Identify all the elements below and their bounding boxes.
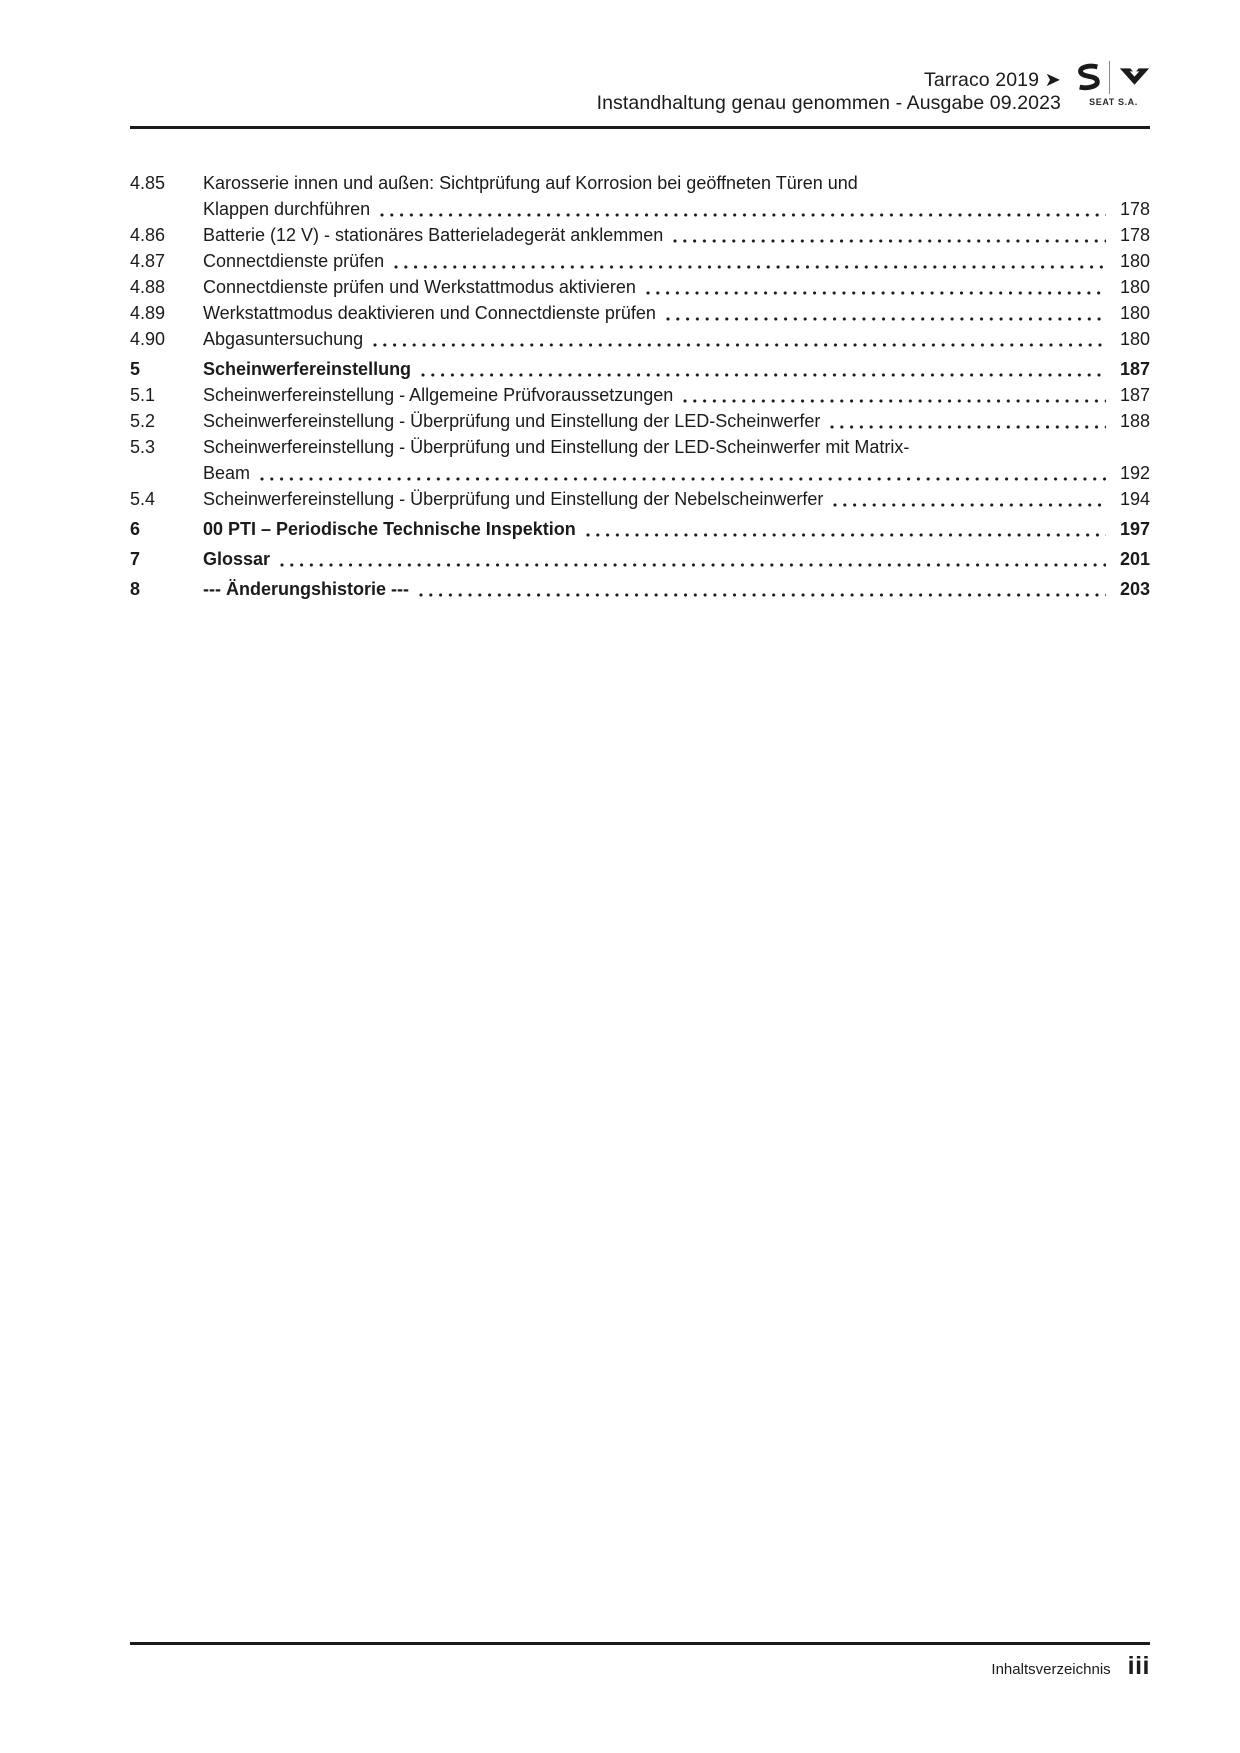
toc-entry-page: 178 [1119,199,1150,219]
dot-leader [673,239,1106,243]
toc-entry-body [203,356,1150,382]
toc-entry-number: 4.87 [130,251,166,271]
dot-leader [280,563,1106,567]
toc-entry-title: 00 PTI – Periodische Technische Inspektion [203,519,576,539]
footer-rule [130,1642,1150,1645]
dot-leader [646,291,1106,295]
toc-entry-number: 7 [130,549,141,569]
toc-entry-page: 187 [1119,359,1150,379]
toc-entry-page: 203 [1119,579,1150,599]
toc-entry-title: Scheinwerfereinstellung - Überprüfung und Einstellung der Nebelscheinwerfer [203,489,824,509]
toc-entry-body [203,516,1150,542]
toc-entry[interactable] [130,486,1150,512]
toc-entry[interactable] [130,274,1150,300]
toc-entry[interactable] [130,516,1150,542]
toc-entry-number: 5.1 [130,385,156,405]
dot-leader [419,593,1106,597]
toc-entry-page: 180 [1119,329,1150,349]
toc-entry[interactable] [130,434,1150,486]
toc-entry-page: 192 [1119,463,1150,483]
toc-entry[interactable] [130,576,1150,602]
toc-entry-title: Connectdienste prüfen [203,251,385,271]
toc-entry-page: 188 [1119,411,1150,431]
toc-entry[interactable] [130,546,1150,572]
toc-entry[interactable] [130,300,1150,326]
toc-entry[interactable] [130,222,1150,248]
dot-leader [373,343,1106,347]
toc-entry-number: 5 [130,359,141,379]
page-footer [130,1642,1150,1681]
toc-entry-title: Batterie (12 V) - stationäres Batterieladegerät anklemmen [203,225,664,245]
toc-entry[interactable] [130,356,1150,382]
toc-entry-number: 4.90 [130,329,166,349]
table-of-contents [130,170,1150,602]
toc-entry-title: Glossar [203,549,271,569]
footer-section-label: Inhaltsverzeichnis [991,1660,1111,1678]
toc-entry-title: Klappen durchführen [203,199,371,219]
toc-entry-body [203,408,1150,434]
toc-entry-title-line: Karosserie innen und außen: Sichtprüfung auf Korrosion bei geöffneten Türen und [203,173,858,193]
dot-leader [666,317,1106,321]
toc-entry-body [203,300,1150,326]
toc-entry-body [203,434,1150,486]
cupra-logo [1119,67,1150,87]
toc-entry-body [203,576,1150,602]
dot-leader [380,213,1106,217]
toc-entry-body [203,248,1150,274]
toc-entry-page: 201 [1119,549,1150,569]
toc-entry-number: 5.3 [130,437,156,457]
toc-entry-body [203,326,1150,352]
dot-leader [833,503,1106,507]
toc-entry-body [203,222,1150,248]
dot-leader [394,265,1106,269]
doc-title-line: Instandhaltung genau genommen - Ausgabe 09.2023 [596,92,1061,114]
toc-entry-title: Beam [203,463,251,483]
dot-leader [260,477,1106,481]
toc-entry[interactable] [130,248,1150,274]
toc-entry-body [203,170,1150,222]
toc-entry-title: Abgasuntersuchung [203,329,364,349]
toc-entry-title: Connectdienste prüfen und Werkstattmodus aktivieren [203,277,636,297]
toc-entry-body [203,546,1150,572]
toc-entry-number: 4.88 [130,277,166,297]
seat-s-logo [1077,63,1100,91]
dot-leader [421,373,1106,377]
toc-entry-title: --- Änderungshistorie --- [203,579,409,599]
toc-entry-number: 4.85 [130,173,166,193]
toc-entry-page: 180 [1119,277,1150,297]
toc-entry-title: Scheinwerfereinstellung [203,359,412,379]
brand-caption: SEAT S.A. [1089,97,1138,107]
toc-entry[interactable] [130,408,1150,434]
logo-divider [1109,61,1110,94]
header-rule [130,126,1150,129]
toc-entry-page: 197 [1119,519,1150,539]
toc-entry-title: Scheinwerfereinstellung - Allgemeine Prüfvoraussetzungen [203,385,674,405]
footer-page-number: iii [1127,1651,1150,1680]
toc-entry-number: 4.86 [130,225,166,245]
toc-entry-body [203,486,1150,512]
toc-entry-number: 5.2 [130,411,156,431]
toc-entry-number: 8 [130,579,141,599]
doc-model-line: Tarraco 2019 ➤ [924,69,1061,91]
toc-entry-number: 4.89 [130,303,166,323]
toc-entry-page: 194 [1119,489,1150,509]
dot-leader [830,425,1106,429]
dot-leader [683,399,1106,403]
toc-entry-title: Werkstattmodus deaktivieren und Connectdienste prüfen [203,303,656,323]
toc-entry-body [203,382,1150,408]
toc-entry-title-line: Scheinwerfereinstellung - Überprüfung und Einstellung der LED-Scheinwerfer mit Matrix- [203,437,910,457]
toc-entry-title: Scheinwerfereinstellung - Überprüfung und Einstellung der LED-Scheinwerfer [203,411,821,431]
toc-entry-page: 180 [1119,251,1150,271]
toc-entry-number: 5.4 [130,489,156,509]
toc-entry[interactable] [130,382,1150,408]
toc-entry-page: 187 [1119,385,1150,405]
toc-entry-number: 6 [130,519,141,539]
toc-entry[interactable] [130,326,1150,352]
toc-entry-page: 180 [1119,303,1150,323]
brand-block [1077,60,1150,107]
toc-entry-body [203,274,1150,300]
page-header [130,0,1150,129]
toc-entry-page: 178 [1119,225,1150,245]
dot-leader [586,533,1106,537]
toc-entry[interactable] [130,170,1150,222]
